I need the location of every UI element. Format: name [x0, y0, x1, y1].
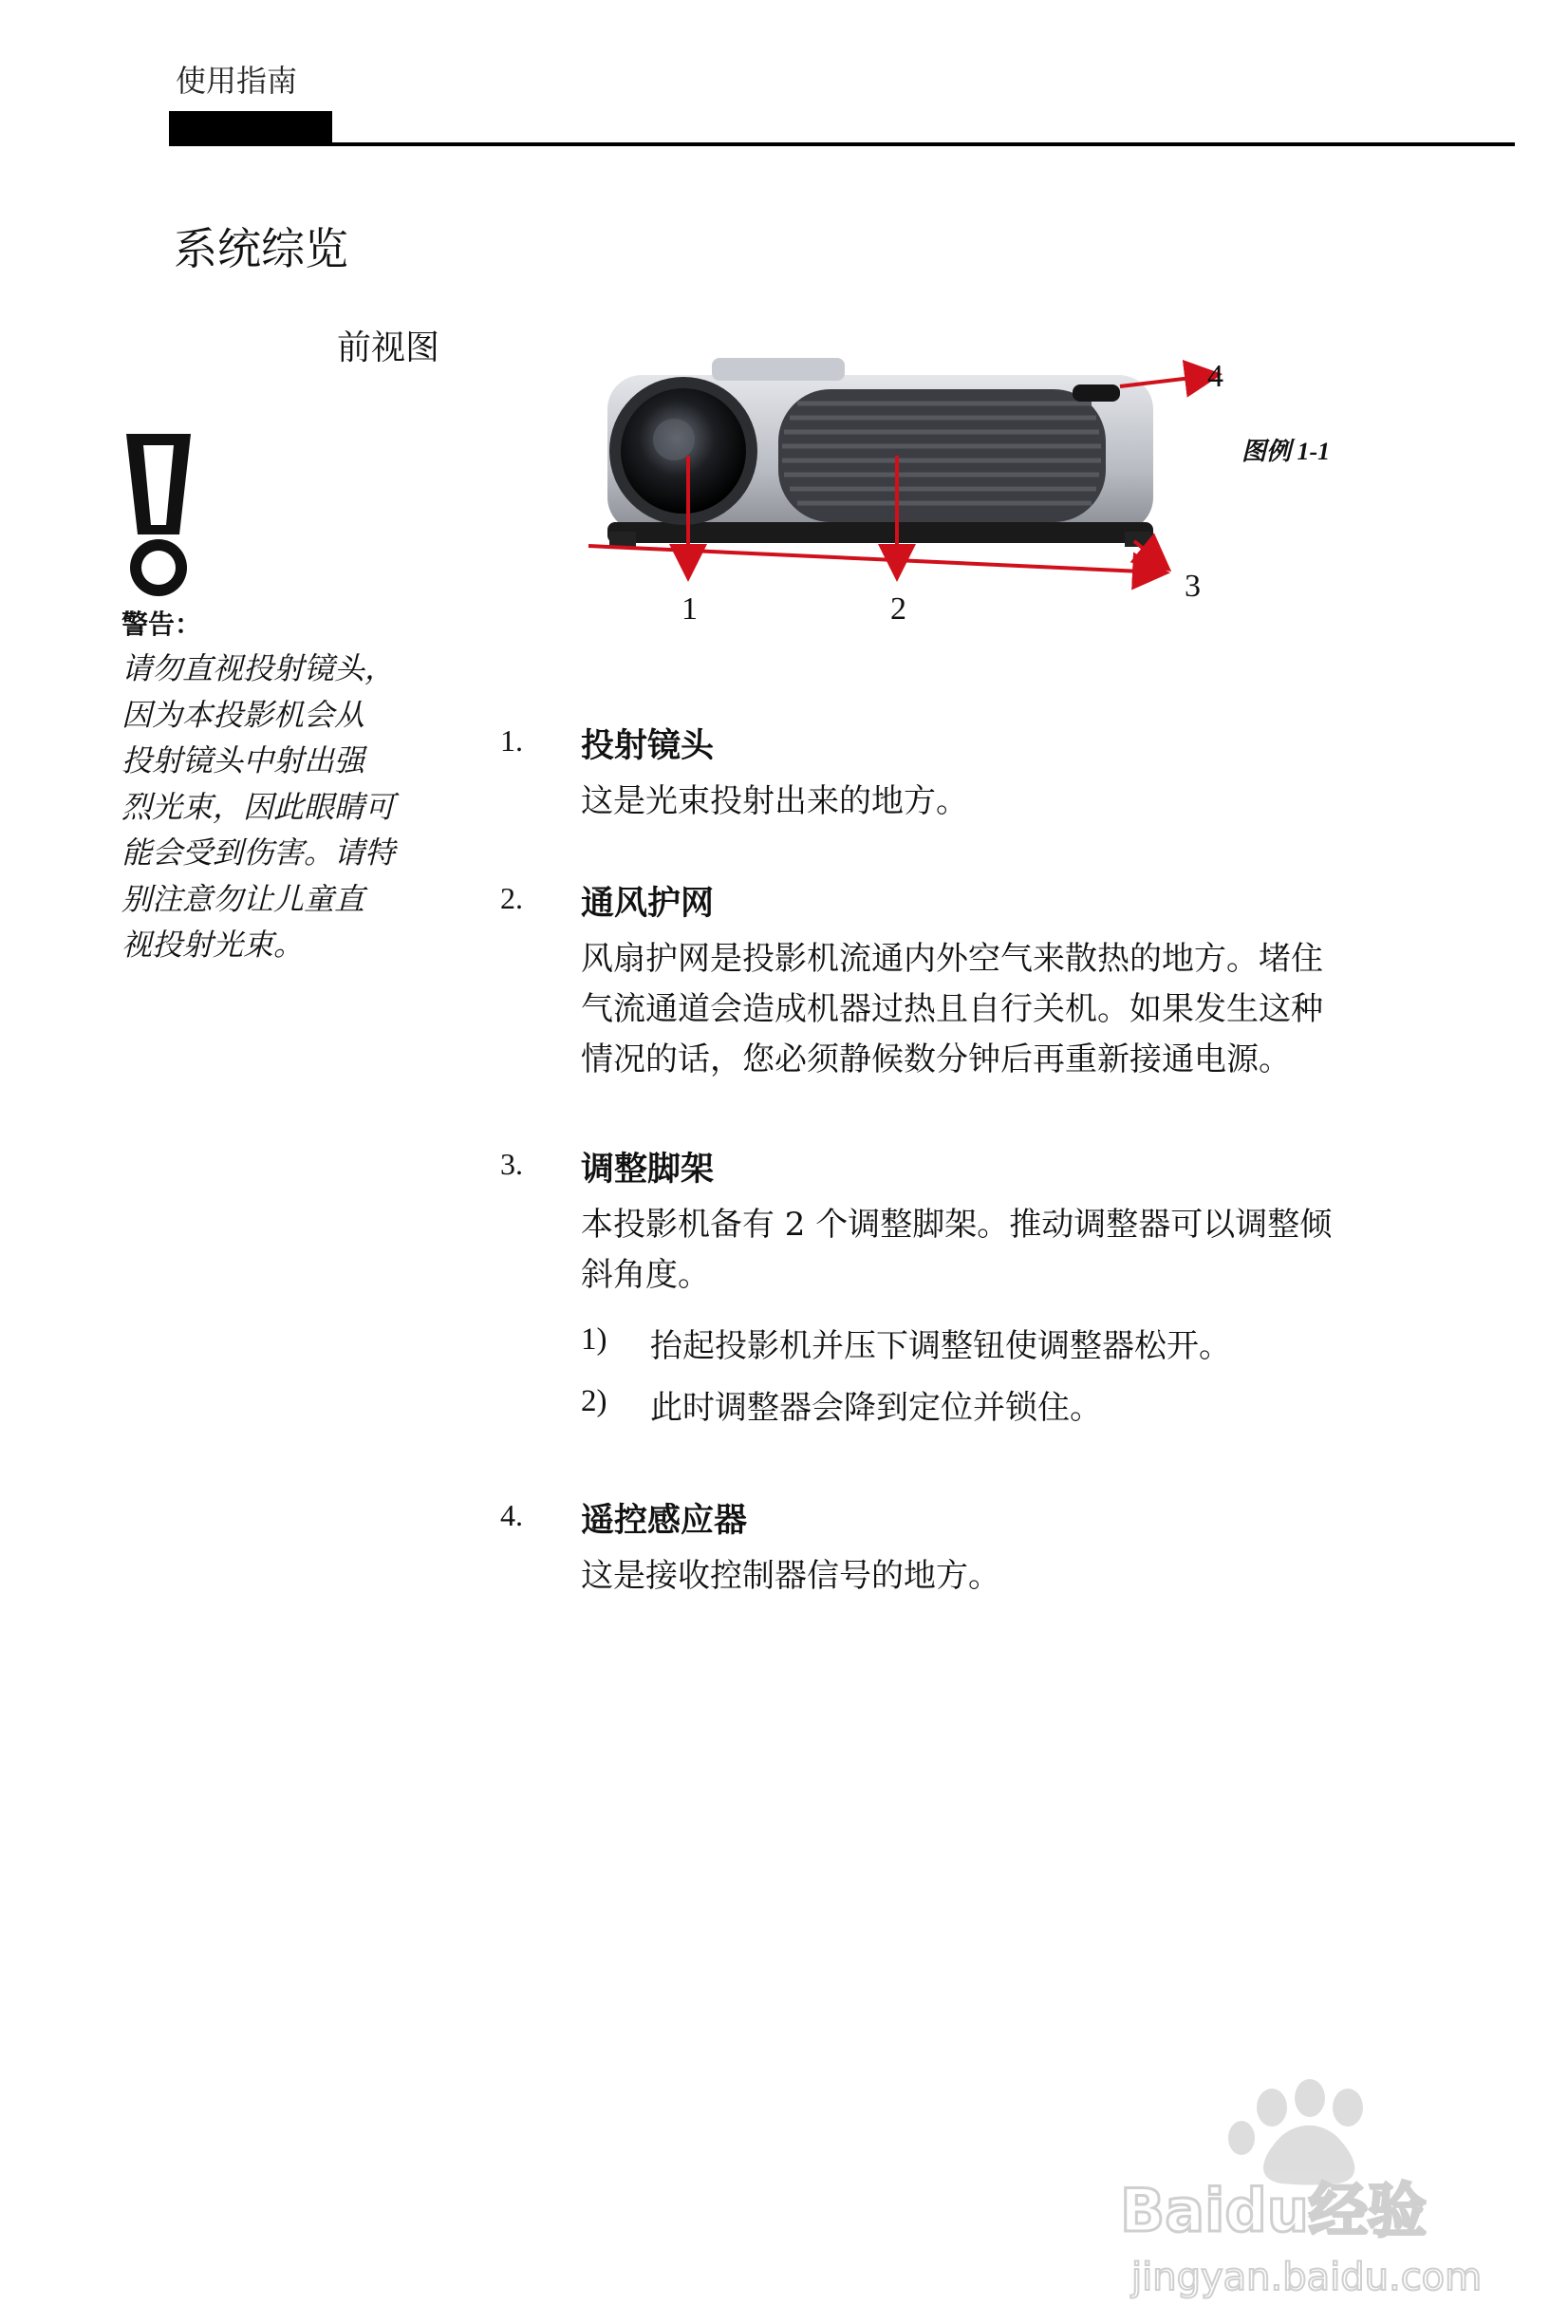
warning-exclamation-icon — [121, 432, 196, 598]
item-body-line: 这是光束投射出来的地方。 — [581, 782, 968, 820]
item-body-line: 斜角度。 — [581, 1256, 710, 1294]
item-body — [581, 1551, 1468, 1602]
item-title: 遥控感应器 — [581, 1502, 748, 1540]
item-title: 调整脚架 — [581, 1151, 715, 1189]
header-black-block — [169, 111, 332, 144]
warning-line: 投射镜头中射出强 — [121, 742, 365, 778]
lens — [609, 377, 757, 525]
item-body-line: 情况的话，您必须静候数分钟后再重新接通电源。 — [581, 1040, 1291, 1078]
projector-front-figure — [569, 337, 1234, 650]
svg-text:jingyan.baidu.com: jingyan.baidu.com — [1131, 2256, 1483, 2299]
callout-1: 1 — [681, 591, 698, 627]
figure-caption: 图例 1-1 — [1241, 438, 1331, 465]
warning-line: 烈光束，因此眼睛可 — [121, 788, 396, 825]
callout-2: 2 — [890, 591, 906, 627]
subsection-title: 前视图 — [337, 328, 440, 367]
step-text: 抬起投影机并压下调整钮使调整器松开。 — [650, 1327, 1231, 1365]
item-body-line: 本投影机备有 2 个调整脚架。推动调整器可以调整倾 — [581, 1206, 1333, 1244]
item-body — [581, 934, 1468, 1085]
item-body-line: 风扇护网是投影机流通内外空气来散热的地方。堵住 — [581, 940, 1323, 978]
step-text: 此时调整器会降到定位并锁住。 — [650, 1389, 1102, 1427]
warning-label: 警告： — [121, 609, 202, 640]
warning-line: 视投射光束。 — [121, 927, 305, 963]
vent-grille — [778, 389, 1106, 522]
callout-3: 3 — [1185, 569, 1201, 604]
callout-4: 4 — [1207, 359, 1223, 394]
header-title: 使用指南 — [176, 63, 298, 99]
ir-sensor — [1073, 384, 1120, 402]
warning-text — [121, 646, 397, 968]
baidu-watermark-logo — [1120, 2079, 1519, 2307]
step-number: 1) — [581, 1322, 607, 1357]
item-title: 投射镜头 — [581, 727, 715, 765]
warning-line: 因为本投影机会从 — [121, 696, 365, 733]
warning-line: 请勿直视投射镜头， — [121, 650, 396, 686]
header-rule — [169, 142, 1515, 146]
item-number: 3. — [500, 1147, 523, 1181]
item-body — [581, 777, 1468, 827]
item-number: 4. — [500, 1498, 523, 1532]
step-number: 2) — [581, 1384, 607, 1418]
item-number: 2. — [500, 881, 523, 915]
item-body — [581, 1200, 1468, 1301]
warning-line: 能会受到伤害。请特 — [121, 834, 396, 871]
item-title: 通风护网 — [581, 885, 715, 923]
svg-text:Baidu经验: Baidu经验 — [1120, 2176, 1427, 2245]
warning-line: 别注意勿让儿童直 — [121, 880, 365, 917]
section-title: 系统综览 — [174, 223, 348, 274]
item-body-line: 气流通道会造成机器过热且自行关机。如果发生这种 — [581, 990, 1323, 1028]
item-number: 1. — [500, 723, 523, 758]
item-body-line: 这是接收控制器信号的地方。 — [581, 1557, 1000, 1595]
